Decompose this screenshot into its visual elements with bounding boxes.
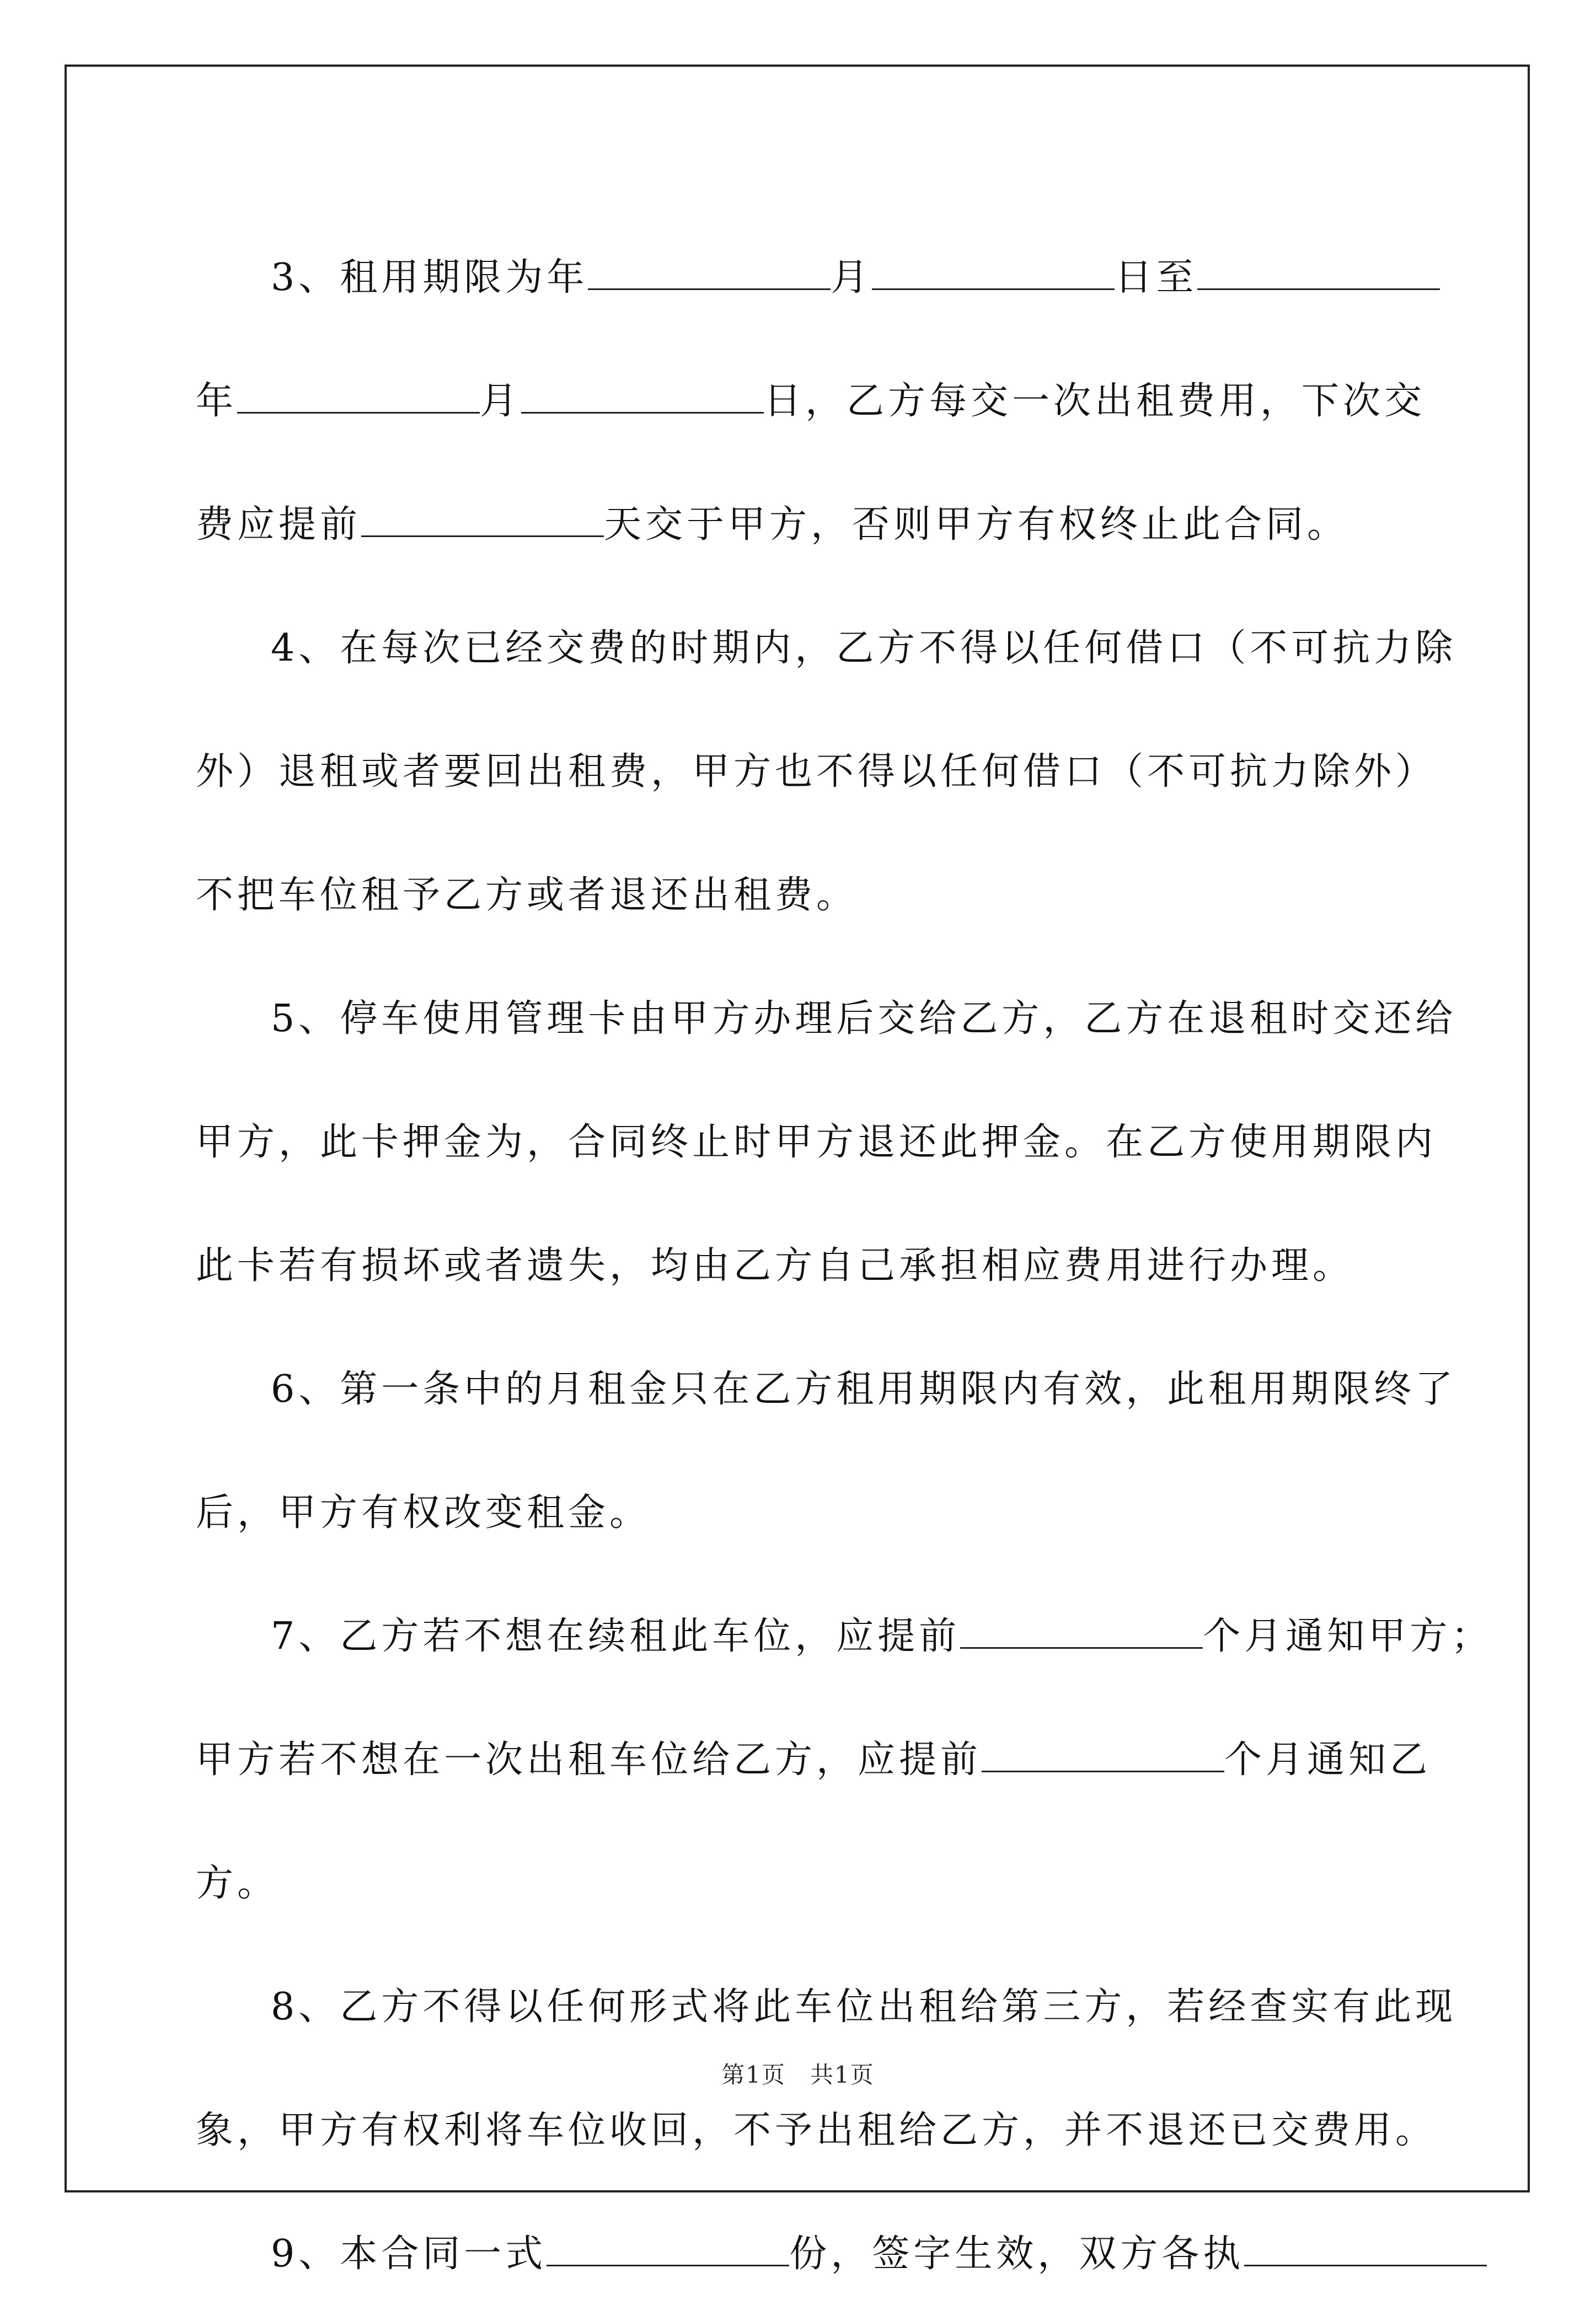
clause-4-line-3: 不把车位租予乙方或者退还出租费。 [196, 873, 858, 917]
clause-8-line-1: 8、乙方不得以任何形式将此车位出租给第三方，若经查实有此现 [271, 1985, 1457, 2029]
clause-7-line-3: 方。 [196, 1862, 279, 1905]
blank-field[interactable] [361, 501, 604, 537]
clause-7-text: 个月通知甲方； [1203, 1615, 1493, 1658]
blank-field[interactable] [521, 378, 764, 414]
clause-6-line-2: 后，甲方有权改变租金。 [196, 1491, 651, 1535]
clause-5 [196, 957, 1457, 1328]
blank-field[interactable] [982, 1736, 1224, 1772]
blank-field[interactable] [588, 254, 831, 290]
clause-7 [196, 1575, 1493, 1945]
clause-5-line-1: 5、停车使用管理卡由甲方办理后交给乙方，乙方在退租时交还给 [271, 997, 1457, 1041]
clause-6-line-1: 6、第一条中的月租金只在乙方租用期限内有效，此租用期限终了 [271, 1368, 1457, 1411]
clause-4 [196, 587, 1457, 957]
blank-field[interactable] [1197, 254, 1440, 290]
clause-3-text: 费应提前 [196, 503, 362, 546]
blank-field[interactable] [237, 378, 480, 414]
clause-3 [196, 216, 1426, 587]
clause-9-line-1 [196, 2192, 1405, 2316]
clause-7-line-1 [196, 1575, 1493, 1698]
clause-6 [196, 1328, 1457, 1575]
clause-9-text: 9、本合同一式 [271, 2232, 547, 2276]
clause-4-line-1: 4、在每次已经交费的时期内，乙方不得以任何借口（不可抗力除 [271, 626, 1457, 670]
clause-3-line-3 [196, 463, 1405, 587]
clause-3-text: 日至 [1115, 256, 1198, 299]
blank-field[interactable] [960, 1613, 1203, 1649]
clause-8-line-2: 象，甲方有权利将车位收回，不予出租给乙方，并不退还已交费用。 [196, 2109, 1437, 2152]
blank-field[interactable] [547, 2231, 789, 2266]
clause-3-text: 天交于甲方，否则甲方有权终止此合同。 [604, 503, 1349, 546]
blank-field[interactable] [872, 254, 1115, 290]
clause-7-text: 甲方若不想在一次出租车位给乙方，应提前 [196, 1738, 982, 1782]
clause-7-text: 7、乙方若不想在续租此车位，应提前 [271, 1615, 961, 1658]
page-footer [0, 2057, 1596, 2090]
clause-3-text: 日，乙方每交一次出租费用，下次交 [764, 379, 1426, 423]
clause-3-line-2 [196, 340, 1426, 463]
blank-field[interactable] [1244, 2231, 1487, 2266]
clause-9-text: 份，签字生效，双方各执 [789, 2232, 1245, 2276]
clause-9 [196, 2192, 1405, 2316]
clause-3-text: 月 [480, 379, 522, 423]
clause-3-text: 年 [196, 379, 238, 423]
clause-3-text: 3、租用期限为年 [271, 256, 588, 299]
contract-body [196, 216, 1493, 2316]
clause-7-line-2 [196, 1698, 1432, 1822]
clause-7-text: 个月通知乙 [1224, 1738, 1432, 1782]
clause-5-line-2: 甲方，此卡押金为，合同终止时甲方退还此押金。在乙方使用期限内 [196, 1121, 1437, 1164]
clause-4-line-2: 外）退租或者要回出租费，甲方也不得以任何借口（不可抗力除外） [196, 750, 1437, 794]
page-number: 第1页 [721, 2061, 786, 2088]
page-total: 共1页 [810, 2061, 875, 2088]
clause-3-text: 月 [831, 256, 872, 299]
clause-5-line-3: 此卡若有损坏或者遗失，均由乙方自己承担相应费用进行办理。 [196, 1244, 1354, 1288]
clause-3-line-1 [196, 216, 1405, 340]
